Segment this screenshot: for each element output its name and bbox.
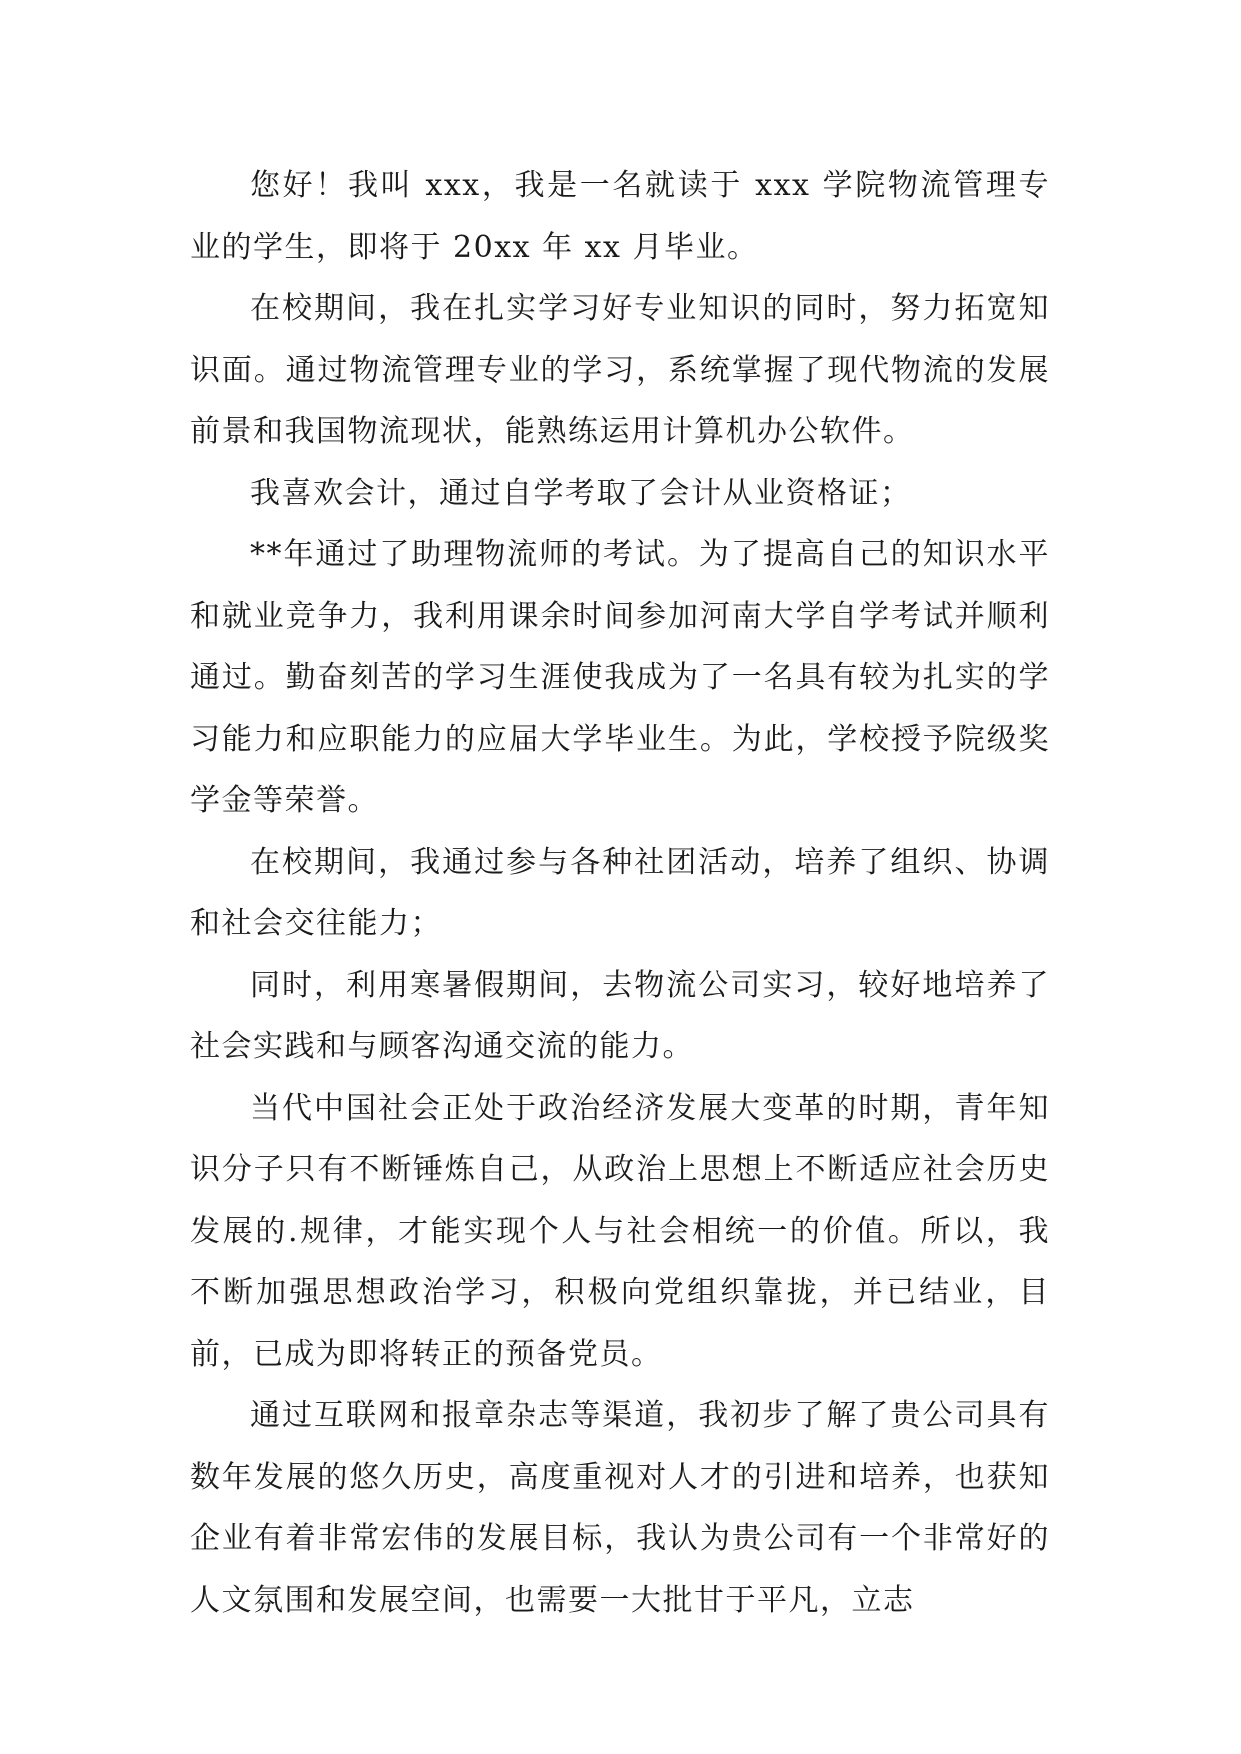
paragraph-political: 当代中国社会正处于政治经济发展大变革的时期，青年知识分子只有不断锤炼自己，从政治上思想上不断适应社会历史发展的.规律，才能实现个人与社会相统一的价值。所以，我不断加强思想政治学习，积极向党组织靠拢，并已结业，目前，已成为即将转正的预备党员。	[190, 1090, 1050, 1372]
paragraph-greeting: 您好！我叫 xxx，我是一名就读于 xxx 学院物流管理专业的学生，即将于 20xx 年 xx 月毕业。	[190, 168, 1050, 265]
document-body	[190, 155, 1050, 1631]
paragraph-company: 通过互联网和报章杂志等渠道，我初步了解了贵公司具有数年发展的悠久历史，高度重视对人才的引进和培养，也获知企业有着非常宏伟的发展目标，我认为贵公司有一个非常好的人文氛围和发展空间，也需要一大批甘于平凡，立志	[190, 1398, 1050, 1618]
paragraph-internship: 同时，利用寒暑假期间，去物流公司实习，较好地培养了社会实践和与顾客沟通交流的能力。	[190, 967, 1050, 1064]
paragraph-club-activities: 在校期间，我通过参与各种社团活动，培养了组织、协调和社会交往能力；	[190, 844, 1050, 941]
paragraph-studies: 在校期间，我在扎实学习好专业知识的同时，努力拓宽知识面。通过物流管理专业的学习，系统掌握了现代物流的发展前景和我国物流现状，能熟练运用计算机办公软件。	[190, 291, 1050, 449]
paragraph-certification: **年通过了助理物流师的考试。为了提高自己的知识水平和就业竞争力，我利用课余时间参加河南大学自学考试并顺利通过。勤奋刻苦的学习生涯使我成为了一名具有较为扎实的学习能力和应职能力的应届大学毕业生。为此，学校授予院级奖学金等荣誉。	[190, 537, 1050, 818]
paragraph-accounting: 我喜欢会计，通过自学考取了会计从业资格证；	[250, 475, 912, 511]
